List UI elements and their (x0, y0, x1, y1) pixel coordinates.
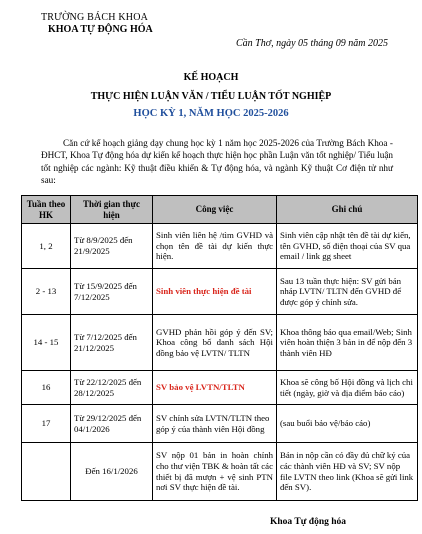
cell-week: 1, 2 (22, 224, 71, 269)
cell-task: Sinh viên thực hiện đề tài (153, 269, 277, 315)
cell-note: Sau 13 tuần thực hiện: SV gửi bản nháp LVTN/ TLTN đến GVHD để được góp ý chỉnh sửa. (277, 269, 418, 315)
table-row (22, 269, 418, 315)
cell-week: 2 - 13 (22, 269, 71, 315)
table-row (22, 443, 418, 501)
cell-note: (sau buổi bảo vệ/báo cáo) (277, 405, 418, 443)
cell-time: Từ 29/12/2025 đến 04/1/2026 (71, 405, 153, 443)
cell-task: SV bảo vệ LVTN/TLTN (153, 371, 277, 405)
doc-subtitle: THỰC HIỆN LUẬN VĂN / TIỂU LUẬN TỐT NGHIỆP (90, 91, 332, 102)
org-name-line1: TRƯỜNG BÁCH KHOA (41, 12, 149, 23)
table-row (22, 224, 418, 269)
header-task: Công việc (153, 196, 277, 224)
place-date: Cần Thơ, ngày 05 tháng 09 năm 2025 (236, 38, 389, 49)
header-time: Thời gian thực hiện (71, 196, 153, 224)
cell-time: Từ 8/9/2025 đến 21/9/2025 (71, 224, 153, 269)
cell-note: Sinh viên cập nhật tên đề tài dự kiến, tên GVHD, số điện thoại của SV qua email / link gg sheet (277, 224, 418, 269)
table-row (22, 315, 418, 371)
intro-text: Căn cứ kế hoạch giảng dạy chung học kỳ 1 năm học 2025-2026 của Trường Bách Khoa - ĐHCT, Khoa Tự động hóa dự kiến kế hoạch thực hiện học phần Luận văn tốt nghiệp/ Tiểu luận tốt nghiệp các ngành: Kỹ thuật điều khiển & Tự động hóa, và ngành Kỹ thuật Cơ điện tử như sau: (41, 138, 393, 185)
cell-note: Bản in nộp cần có đầy đủ chữ ký của các thành viên HĐ và SV; SV nộp file LVTN theo link (Khoa sẽ gửi link đến SV). (277, 443, 418, 501)
table-header-row (22, 196, 418, 224)
cell-note: Khoa sẽ công bố Hội đồng và lịch chi tiết (ngày, giờ và địa điểm báo cáo) (277, 371, 418, 405)
cell-task: GVHD phản hồi góp ý đến SV; Khoa công bố danh sách Hội đồng bảo vệ LVTN/ TLTN (153, 315, 277, 371)
doc-title: KẾ HOẠCH (183, 72, 239, 83)
org-name-line2: KHOA TỰ ĐỘNG HÓA (48, 24, 153, 35)
cell-week (22, 443, 71, 501)
doc-semester: HỌC KỲ 1, NĂM HỌC 2025-2026 (133, 108, 289, 119)
cell-week: 14 - 15 (22, 315, 71, 371)
cell-week: 17 (22, 405, 71, 443)
signature: Khoa Tự động hóa (270, 517, 347, 527)
cell-task: Sinh viên liên hệ /tìm GVHD và chọn tên đề tài dự kiến thực hiện. (153, 224, 277, 269)
cell-time: Từ 15/9/2025 đến 7/12/2025 (71, 269, 153, 315)
cell-time: Từ 22/12/2025 đến 28/12/2025 (71, 371, 153, 405)
header-week: Tuần theo HK (22, 196, 71, 224)
header-note: Ghi chú (277, 196, 418, 224)
table-row (22, 371, 418, 405)
schedule-table (21, 195, 418, 501)
cell-task: SV nộp 01 bản in hoàn chỉnh cho thư viện TBK & hoàn tất các thiết bị đã mượn + vệ sinh PTN nơi SV thực hiện đề tài. (153, 443, 277, 501)
cell-time: Đến 16/1/2026 (71, 443, 153, 501)
cell-time: Từ 7/12/2025 đến 21/12/2025 (71, 315, 153, 371)
intro-paragraph (41, 137, 393, 186)
table-row (22, 405, 418, 443)
cell-note: Khoa thông báo qua email/Web; Sinh viên hoàn thiện 3 bản in để nộp đến 3 thành viên HĐ (277, 315, 418, 371)
cell-week: 16 (22, 371, 71, 405)
cell-task: SV chỉnh sửa LVTN/TLTN theo góp ý của thành viên Hội đồng (153, 405, 277, 443)
